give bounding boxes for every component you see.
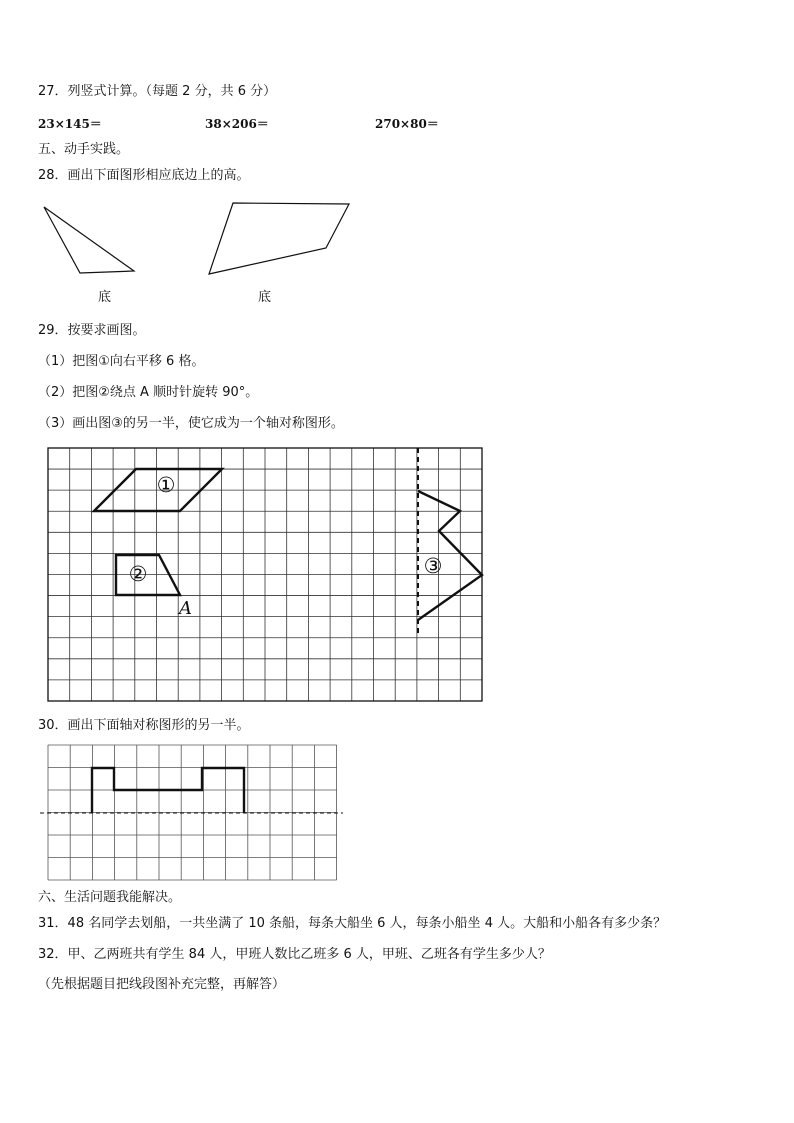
q27-problem-3: 270×80＝ [375,117,439,131]
q29-step-1: （1）把图①向右平移 6 格。 [38,354,205,369]
q27-title: 27．列竖式计算。（每题 2 分，共 6 分） [38,84,277,99]
q27-problem-2: 38×206＝ [205,117,269,131]
q28-base-label-2: 底 [258,290,272,305]
q29-shape-2-label: ② [128,562,148,586]
q31-text: 31．48 名同学去划船，一共坐满了 10 条船，每条大船坐 6 人，每条小船坐 4 人。大船和小船各有多少条？ [38,916,667,931]
q32-hint: （先根据题目把线段图补充完整，再解答） [38,977,286,992]
q30-title: 30．画出下面轴对称图形的另一半。 [38,718,250,733]
q28-base-label-1: 底 [98,290,112,305]
q29-step-2: （2）把图②绕点 A 顺时针旋转 90°。 [38,385,259,400]
q29-title: 29．按要求画图。 [38,323,146,338]
q29-point-a-label: A [179,598,192,619]
q29-shape-1-label: ① [156,473,176,497]
q29-step-3: （3）画出图③的另一半，使它成为一个轴对称图形。 [38,416,344,431]
q32-text: 32．甲、乙两班共有学生 84 人，甲班人数比乙班多 6 人，甲班、乙班各有学生多少人？ [38,947,551,962]
section-6-heading: 六、生活问题我能解决。 [38,890,182,905]
q28-title: 28．画出下面图形相应底边上的高。 [38,168,250,183]
q27-problem-1: 23×145＝ [38,117,102,131]
q29-shape-3-label: ③ [423,554,443,578]
section-5-heading: 五、动手实践。 [38,142,130,157]
